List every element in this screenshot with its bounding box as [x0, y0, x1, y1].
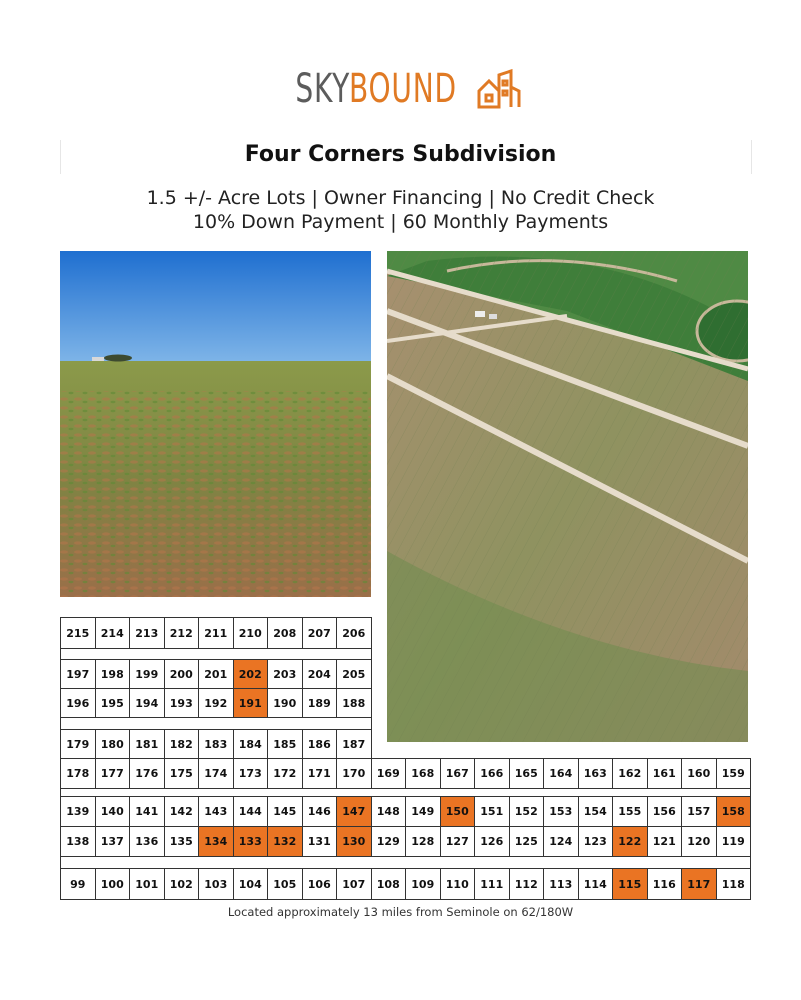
lot-166: 166 — [474, 758, 510, 789]
lot-122: 122 — [612, 826, 648, 857]
lot-184: 184 — [233, 729, 269, 759]
lot-127: 127 — [440, 826, 476, 857]
lot-146: 146 — [302, 796, 338, 827]
logo — [0, 66, 801, 112]
lot-133: 133 — [233, 826, 269, 857]
lot-103: 103 — [198, 868, 234, 900]
lot-151: 151 — [474, 796, 510, 827]
lot-110: 110 — [440, 868, 476, 900]
lot-180: 180 — [95, 729, 131, 759]
lot-213: 213 — [129, 617, 165, 649]
lot-100: 100 — [95, 868, 131, 900]
lot-115: 115 — [612, 868, 648, 900]
lot-118: 118 — [716, 868, 752, 900]
lot-199: 199 — [129, 659, 165, 689]
lot-195: 195 — [95, 688, 131, 718]
ground-level-field-photo — [60, 251, 371, 597]
lot-111: 111 — [474, 868, 510, 900]
logo-sky-text: SKY — [295, 66, 350, 112]
lot-196: 196 — [60, 688, 96, 718]
lot-119: 119 — [716, 826, 752, 857]
lot-190: 190 — [267, 688, 303, 718]
lot-159: 159 — [716, 758, 752, 789]
lot-121: 121 — [647, 826, 683, 857]
lot-99: 99 — [60, 868, 96, 900]
buildings-icon — [477, 69, 521, 109]
lot-174: 174 — [198, 758, 234, 789]
lot-136: 136 — [129, 826, 165, 857]
lot-207: 207 — [302, 617, 338, 649]
lot-202: 202 — [233, 659, 269, 689]
lot-188: 188 — [336, 688, 372, 718]
lot-137: 137 — [95, 826, 131, 857]
lot-112: 112 — [509, 868, 545, 900]
lot-135: 135 — [164, 826, 200, 857]
lot-132: 132 — [267, 826, 303, 857]
lot-189: 189 — [302, 688, 338, 718]
lot-140: 140 — [95, 796, 131, 827]
lot-191: 191 — [233, 688, 269, 718]
lot-172: 172 — [267, 758, 303, 789]
lot-179: 179 — [60, 729, 96, 759]
lot-152: 152 — [509, 796, 545, 827]
lot-153: 153 — [543, 796, 579, 827]
lot-187: 187 — [336, 729, 372, 759]
logo-bound-text: BOUND — [348, 66, 457, 112]
lot-113: 113 — [543, 868, 579, 900]
lot-116: 116 — [647, 868, 683, 900]
lot-211: 211 — [198, 617, 234, 649]
lot-157: 157 — [681, 796, 717, 827]
lot-185: 185 — [267, 729, 303, 759]
lot-134: 134 — [198, 826, 234, 857]
lot-161: 161 — [647, 758, 683, 789]
lot-186: 186 — [302, 729, 338, 759]
lot-171: 171 — [302, 758, 338, 789]
lot-141: 141 — [129, 796, 165, 827]
lot-183: 183 — [198, 729, 234, 759]
aerial-field-photo — [387, 251, 748, 742]
lot-158: 158 — [716, 796, 752, 827]
lot-143: 143 — [198, 796, 234, 827]
lot-201: 201 — [198, 659, 234, 689]
lot-203: 203 — [267, 659, 303, 689]
lot-206: 206 — [336, 617, 372, 649]
lot-104: 104 — [233, 868, 269, 900]
lot-215: 215 — [60, 617, 96, 649]
lot-144: 144 — [233, 796, 269, 827]
lot-173: 173 — [233, 758, 269, 789]
lot-198: 198 — [95, 659, 131, 689]
lot-139: 139 — [60, 796, 96, 827]
lot-148: 148 — [371, 796, 407, 827]
lot-175: 175 — [164, 758, 200, 789]
lot-114: 114 — [578, 868, 614, 900]
lot-156: 156 — [647, 796, 683, 827]
lot-108: 108 — [371, 868, 407, 900]
lot-147: 147 — [336, 796, 372, 827]
lot-210: 210 — [233, 617, 269, 649]
lot-128: 128 — [405, 826, 441, 857]
lot-106: 106 — [302, 868, 338, 900]
lot-155: 155 — [612, 796, 648, 827]
lot-129: 129 — [371, 826, 407, 857]
lot-177: 177 — [95, 758, 131, 789]
lot-163: 163 — [578, 758, 614, 789]
lot-212: 212 — [164, 617, 200, 649]
subtitle-line-2: 10% Down Payment | 60 Monthly Payments — [192, 211, 609, 233]
lot-142: 142 — [164, 796, 200, 827]
lot-107: 107 — [336, 868, 372, 900]
lot-176: 176 — [129, 758, 165, 789]
lot-208: 208 — [267, 617, 303, 649]
lot-193: 193 — [164, 688, 200, 718]
page-title: Four Corners Subdivision — [244, 142, 557, 167]
lot-124: 124 — [543, 826, 579, 857]
lot-182: 182 — [164, 729, 200, 759]
lot-168: 168 — [405, 758, 441, 789]
lot-130: 130 — [336, 826, 372, 857]
lot-145: 145 — [267, 796, 303, 827]
lot-170: 170 — [336, 758, 372, 789]
lot-131: 131 — [302, 826, 338, 857]
lot-125: 125 — [509, 826, 545, 857]
lot-123: 123 — [578, 826, 614, 857]
subtitle-line-1: 1.5 +/- Acre Lots | Owner Financing | No Credit Check — [146, 187, 655, 209]
lot-150: 150 — [440, 796, 476, 827]
lot-205: 205 — [336, 659, 372, 689]
lot-197: 197 — [60, 659, 96, 689]
lot-138: 138 — [60, 826, 96, 857]
lot-154: 154 — [578, 796, 614, 827]
lot-192: 192 — [198, 688, 234, 718]
lot-200: 200 — [164, 659, 200, 689]
lot-178: 178 — [60, 758, 96, 789]
lot-204: 204 — [302, 659, 338, 689]
lot-162: 162 — [612, 758, 648, 789]
location-note: Located approximately 13 miles from Seminole on 62/180W — [227, 905, 574, 919]
lot-105: 105 — [267, 868, 303, 900]
lot-109: 109 — [405, 868, 441, 900]
lot-160: 160 — [681, 758, 717, 789]
lot-165: 165 — [509, 758, 545, 789]
lot-101: 101 — [129, 868, 165, 900]
lot-149: 149 — [405, 796, 441, 827]
lot-120: 120 — [681, 826, 717, 857]
lot-126: 126 — [474, 826, 510, 857]
lot-117: 117 — [681, 868, 717, 900]
lot-194: 194 — [129, 688, 165, 718]
lot-181: 181 — [129, 729, 165, 759]
lot-169: 169 — [371, 758, 407, 789]
lot-102: 102 — [164, 868, 200, 900]
lot-167: 167 — [440, 758, 476, 789]
lot-164: 164 — [543, 758, 579, 789]
lot-214: 214 — [95, 617, 131, 649]
